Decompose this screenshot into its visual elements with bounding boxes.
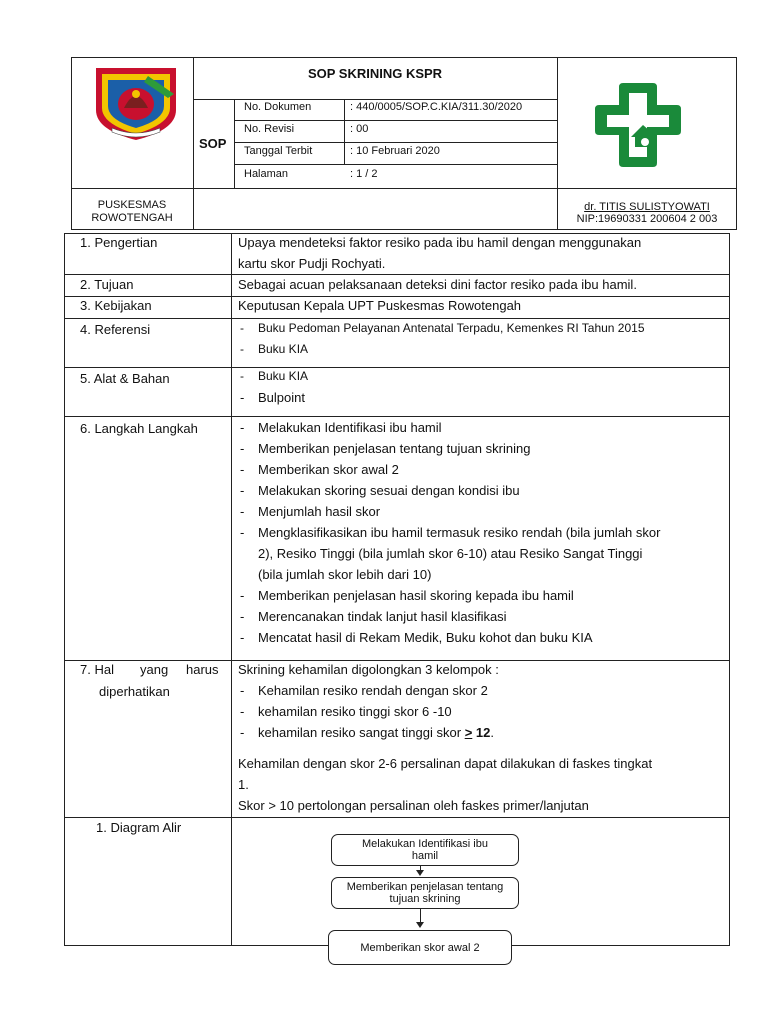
langkah-list: [238, 417, 660, 648]
dash-bullet: -: [240, 483, 245, 498]
langkah-item: Merencanakan tindak lanjut hasil klasifikasi: [258, 609, 507, 624]
regional-emblem-logo: [90, 64, 182, 142]
dash-bullet: -: [240, 462, 245, 477]
alat-item: Bulpoint: [258, 390, 305, 405]
list-item: [238, 318, 645, 339]
list-item: [238, 366, 308, 387]
list-item: [238, 459, 660, 480]
langkah-item: Melakukan Identifikasi ibu hamil: [258, 420, 442, 435]
dash-bullet: -: [240, 525, 245, 540]
dash-bullet: -: [240, 725, 245, 740]
hal-item: kehamilan resiko sangat tinggi skor: [258, 725, 462, 740]
flow-box-label: Memberikan skor awal 2: [360, 941, 480, 954]
sop-label: SOP: [199, 136, 227, 151]
list-item: [238, 585, 660, 606]
langkah-item: Memberikan penjelasan tentang tujuan skrining: [258, 441, 531, 456]
list-item: [238, 606, 660, 627]
section-label-kebijakan: 3. Kebijakan: [80, 298, 152, 313]
flow-box-2: [331, 877, 519, 909]
pengertian-text-line2: kartu skor Pudji Rochyati.: [238, 256, 386, 271]
sentence-end: .: [490, 725, 494, 740]
langkah-item: Memberikan skor awal 2: [258, 462, 399, 477]
referensi-item: Buku Pedoman Pelayanan Antenatal Terpadu, Kemenkes RI Tahun 2015: [258, 321, 645, 335]
meta-value-no-dokumen: : 440/0005/SOP.C.KIA/311.30/2020: [350, 101, 523, 113]
org-name-line2: ROWOTENGAH: [91, 212, 173, 224]
signatory-nip: NIP:19690331 200604 2 003: [576, 213, 718, 225]
langkah-item-continuation: (bila jumlah skor lebih dari 10): [258, 567, 432, 582]
flow-box-label: Memberikan penjelasan tentang tujuan skrining: [346, 881, 504, 905]
list-item: [238, 701, 494, 722]
meta-label-tanggal-terbit: Tanggal Terbit: [244, 145, 313, 157]
section-label-hal-part2: yang: [140, 662, 169, 677]
section-label-pengertian: 1. Pengertian: [80, 235, 158, 250]
threshold-value: 12: [472, 725, 491, 740]
flow-box-1: [331, 834, 519, 866]
meta-label-no-dokumen: No. Dokumen: [244, 101, 312, 113]
dash-bullet: -: [240, 630, 245, 645]
list-item: [238, 480, 660, 501]
tujuan-text: Sebagai acuan pelaksanaan deteksi dini factor resiko pada ibu hamil.: [238, 277, 637, 292]
hal-list: [238, 680, 494, 743]
flow-arrow-head: [416, 870, 424, 876]
hal-note1: Kehamilan dengan skor 2-6 persalinan dapat dilakukan di faskes tingkat: [238, 756, 653, 771]
alat-item: Buku KIA: [258, 369, 309, 383]
dash-bullet: -: [240, 609, 245, 624]
section-label-diagram: 1. Diagram Alir: [96, 820, 182, 835]
meta-label-halaman: Halaman: [244, 168, 289, 180]
meta-value-halaman: : 1 / 2: [350, 168, 378, 180]
list-item: [238, 339, 645, 360]
langkah-item: Mengklasifikasikan ibu hamil termasuk resiko rendah (bila jumlah skor: [258, 525, 661, 540]
langkah-item: Mencatat hasil di Rekam Medik, Buku kohot dan buku KIA: [258, 630, 593, 645]
alat-bahan-list: [238, 366, 308, 408]
meta-value-no-revisi: : 00: [350, 123, 369, 135]
hal-note1-cont: 1.: [238, 777, 249, 792]
list-item-continuation: [238, 564, 660, 585]
list-item: [238, 438, 660, 459]
dash-bullet: -: [240, 321, 244, 335]
section-label-alat-bahan: 5. Alat & Bahan: [80, 371, 170, 386]
document-title: SOP SKRINING KSPR: [307, 66, 443, 81]
flow-box-3: [328, 930, 512, 965]
greater-equal-symbol: >: [464, 725, 473, 740]
pengertian-text-line1: Upaya mendeteksi faktor resiko pada ibu hamil dengan menggunakan: [238, 235, 642, 250]
dash-bullet: -: [240, 588, 245, 603]
dash-bullet: -: [240, 441, 245, 456]
section-label-hal-part3: harus: [186, 662, 219, 677]
dash-bullet: -: [240, 420, 245, 435]
org-name-line1: PUSKESMAS: [97, 199, 167, 211]
list-item: [238, 627, 660, 648]
referensi-item: Buku KIA: [258, 342, 309, 356]
flow-box-label: Melakukan Identifikasi ibu hamil: [362, 838, 488, 862]
list-item: [238, 417, 660, 438]
section-label-hal-part4: diperhatikan: [99, 684, 170, 699]
list-item: [238, 387, 308, 408]
langkah-item: Menjumlah hasil skor: [258, 504, 381, 519]
flow-arrow-head: [416, 922, 424, 928]
section-label-referensi: 4. Referensi: [80, 322, 151, 337]
section-label-hal-part1: 7. Hal: [80, 662, 114, 677]
list-item: [238, 722, 494, 743]
langkah-item: Memberikan penjelasan hasil skoring kepada ibu hamil: [258, 588, 574, 603]
kebijakan-text: Keputusan Kepala UPT Puskesmas Rowotengah: [238, 298, 522, 313]
dash-bullet: -: [240, 342, 244, 356]
section-label-langkah: 6. Langkah Langkah: [80, 421, 198, 436]
hal-note2: Skor > 10 pertolongan persalinan oleh faskes primer/lanjutan: [238, 798, 589, 813]
signatory-name: dr. TITIS SULISTYOWATI: [584, 201, 710, 213]
referensi-list: [238, 318, 645, 360]
dash-bullet: -: [240, 683, 245, 698]
section-label-tujuan: 2. Tujuan: [80, 277, 134, 292]
dash-bullet: -: [240, 504, 245, 519]
list-item: [238, 522, 660, 543]
dash-bullet: -: [240, 390, 245, 405]
langkah-item: Melakukan skoring sesuai dengan kondisi ibu: [258, 483, 520, 498]
list-item: [238, 501, 660, 522]
dash-bullet: -: [240, 704, 245, 719]
list-item: [238, 680, 494, 701]
hal-item: kehamilan resiko tinggi skor 6 -10: [258, 704, 452, 719]
hal-item: Kehamilan resiko rendah dengan skor 2: [258, 683, 488, 698]
hal-intro: Skrining kehamilan digolongkan 3 kelompok :: [238, 662, 499, 677]
puskesmas-logo: [591, 79, 685, 171]
langkah-item-continuation: 2), Resiko Tinggi (bila jumlah skor 6-10) atau Resiko Sangat Tinggi: [258, 546, 643, 561]
meta-label-no-revisi: No. Revisi: [244, 123, 295, 135]
meta-value-tanggal-terbit: : 10 Februari 2020: [350, 145, 440, 157]
dash-bullet: -: [240, 369, 244, 383]
list-item-continuation: [238, 543, 660, 564]
